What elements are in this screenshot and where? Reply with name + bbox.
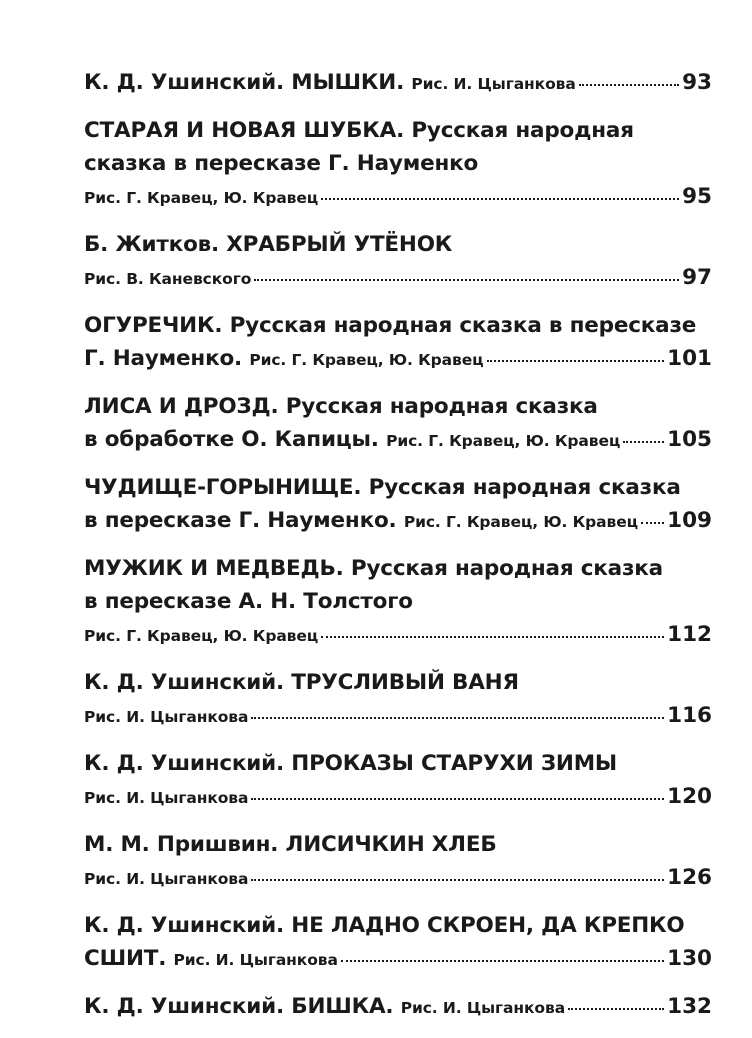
- toc-entry-leader-line: [84, 990, 712, 1025]
- dot-leader: [579, 84, 679, 86]
- toc-entry-leader-line: [84, 942, 712, 977]
- toc-entry-text: [84, 66, 576, 101]
- toc-entry-leader-line: [84, 861, 712, 896]
- dot-leader: [321, 636, 664, 638]
- toc-entry-text: [84, 261, 251, 296]
- toc-entry-page-number: 105: [667, 427, 712, 452]
- toc-entry-page-number: 97: [682, 265, 712, 290]
- toc-entry-illustrator: Рис. И. Цыганкова: [84, 870, 249, 888]
- toc-entry-page-number: 120: [667, 784, 712, 809]
- dot-leader: [251, 879, 664, 881]
- toc-entry-page-number: 112: [667, 622, 712, 647]
- toc-entry-text: [84, 699, 248, 734]
- toc-entry-page-number: 93: [682, 70, 712, 95]
- toc-entry-title-line: М. М. Пришвин. ЛИСИЧКИН ХЛЕБ: [84, 832, 497, 857]
- toc-entry-illustrator: Рис. Г. Кравец, Ю. Кравец: [403, 513, 638, 531]
- toc-entry-text: [84, 780, 248, 815]
- toc-entry-text: [84, 861, 248, 896]
- toc-entry-title: СШИТ.: [84, 946, 167, 971]
- toc-entry-page-number: 116: [667, 703, 712, 728]
- toc-entry-illustrator: Рис. Г. Кравец, Ю. Кравец: [249, 351, 484, 369]
- toc-entry-page-number: 109: [667, 508, 712, 533]
- dot-leader: [321, 198, 679, 200]
- toc-entry-title: в обработке О. Капицы.: [84, 427, 379, 452]
- toc-entry-illustrator: Рис. Г. Кравец, Ю. Кравец: [386, 432, 621, 450]
- toc-entry-title-line: К. Д. Ушинский. ПРОКАЗЫ СТАРУХИ ЗИМЫ: [84, 751, 617, 776]
- toc-entry-illustrator: Рис. И. Цыганкова: [173, 951, 338, 969]
- dot-leader: [487, 360, 665, 362]
- toc-entry-illustrator: Рис. И. Цыганкова: [84, 708, 249, 726]
- toc-entry-title-line: Б. Житков. ХРАБРЫЙ УТЁНОК: [84, 232, 453, 257]
- dot-leader: [623, 441, 664, 443]
- toc-entry-leader-line: [84, 504, 712, 539]
- toc-entry-title-line: ЛИСА И ДРОЗД. Русская народная сказка: [84, 394, 598, 419]
- toc-entry-title-line: СТАРАЯ И НОВАЯ ШУБКА. Русская народная: [84, 118, 634, 143]
- toc-entry-title-line: ОГУРЕЧИК. Русская народная сказка в пересказе: [84, 313, 697, 338]
- toc-entry-leader-line: [84, 423, 712, 458]
- toc-entry[interactable]: [84, 114, 712, 215]
- toc-entry[interactable]: [84, 828, 712, 896]
- toc-entry-illustrator: Рис. Г. Кравец, Ю. Кравец: [84, 189, 319, 207]
- toc-entry-leader-line: [84, 699, 712, 734]
- toc-entry[interactable]: [84, 747, 712, 815]
- toc-entry-text: [84, 618, 318, 653]
- toc-entry-text: [84, 423, 620, 458]
- dot-leader: [251, 717, 664, 719]
- toc-entry-leader-line: [84, 180, 712, 215]
- toc-entry-title-line: К. Д. Ушинский. ТРУСЛИВЫЙ ВАНЯ: [84, 670, 519, 695]
- toc-entry-title: К. Д. Ушинский. БИШКА.: [84, 994, 394, 1019]
- toc-entry-text: [84, 990, 565, 1025]
- toc-entry-page-number: 95: [682, 184, 712, 209]
- toc-entry-text: [84, 942, 338, 977]
- toc-entry[interactable]: [84, 552, 712, 653]
- toc-entry[interactable]: [84, 666, 712, 734]
- toc-entry-page-number: 101: [667, 346, 712, 371]
- toc-entry-leader-line: [84, 618, 712, 653]
- toc-entry[interactable]: [84, 66, 712, 101]
- toc-entry-leader-line: [84, 261, 712, 296]
- toc-entry-title: в пересказе Г. Науменко.: [84, 508, 397, 533]
- toc-entry-title-line: сказка в пересказе Г. Науменко: [84, 151, 479, 176]
- dot-leader: [254, 279, 679, 281]
- toc-entry[interactable]: [84, 390, 712, 458]
- toc-entry-title: К. Д. Ушинский. МЫШКИ.: [84, 70, 405, 95]
- table-of-contents: [84, 66, 712, 1038]
- toc-entry[interactable]: [84, 228, 712, 296]
- toc-entry-title-line: ЧУДИЩЕ-ГОРЫНИЩЕ. Русская народная сказка: [84, 475, 681, 500]
- toc-entry-text: [84, 504, 638, 539]
- toc-entry[interactable]: [84, 471, 712, 539]
- dot-leader: [641, 522, 664, 524]
- toc-entry-title: Г. Науменко.: [84, 346, 243, 371]
- dot-leader: [251, 798, 664, 800]
- toc-entry-illustrator: Рис. И. Цыганкова: [400, 999, 566, 1017]
- toc-entry-text: [84, 180, 318, 215]
- toc-entry-page-number: 132: [667, 994, 712, 1019]
- toc-entry-illustrator: Рис. В. Каневского: [84, 270, 252, 288]
- toc-entry-page-number: 126: [667, 865, 712, 890]
- toc-entry-page-number: 130: [667, 946, 712, 971]
- toc-entry-illustrator: Рис. Г. Кравец, Ю. Кравец: [84, 627, 319, 645]
- toc-entry-illustrator: Рис. И. Цыганкова: [411, 75, 576, 93]
- toc-entry-illustrator: Рис. И. Цыганкова: [84, 789, 249, 807]
- toc-entry-text: [84, 342, 484, 377]
- dot-leader: [568, 1008, 664, 1010]
- toc-entry-leader-line: [84, 780, 712, 815]
- toc-entry[interactable]: [84, 909, 712, 977]
- toc-entry-title-line: в пересказе А. Н. Толстого: [84, 589, 413, 614]
- dot-leader: [341, 960, 664, 962]
- toc-entry-title-line: МУЖИК И МЕДВЕДЬ. Русская народная сказка: [84, 556, 663, 581]
- toc-entry-title-line: К. Д. Ушинский. НЕ ЛАДНО СКРОЕН, ДА КРЕПКО: [84, 913, 685, 938]
- toc-entry-leader-line: [84, 66, 712, 101]
- toc-entry[interactable]: [84, 309, 712, 377]
- toc-entry-leader-line: [84, 342, 712, 377]
- toc-entry[interactable]: [84, 990, 712, 1025]
